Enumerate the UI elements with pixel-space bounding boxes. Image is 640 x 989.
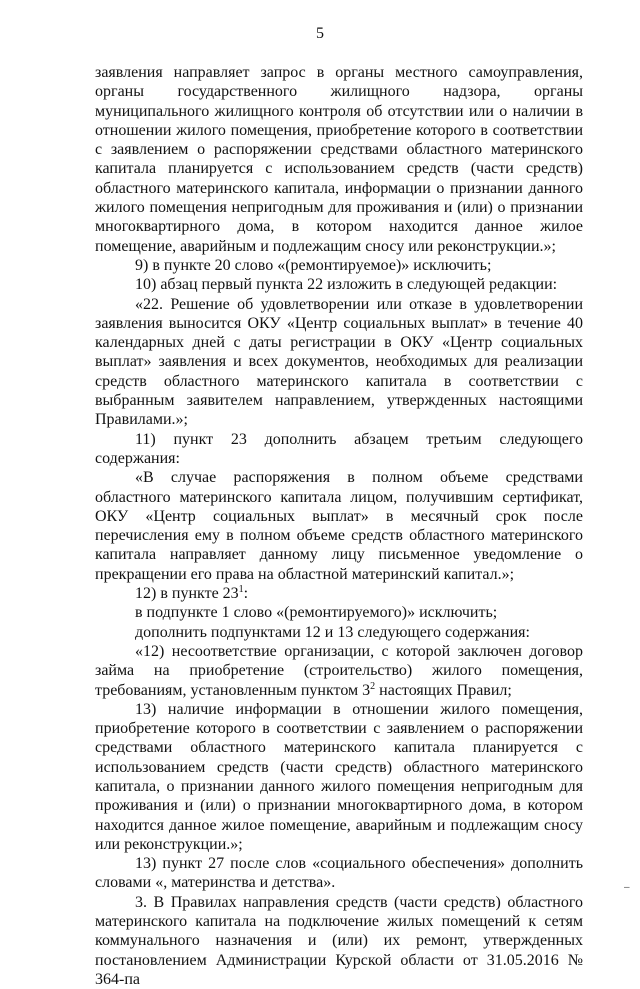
paragraph-item-13: 13) пункт 27 после слов «социального обеспечения» дополнить словами «, материнства и детства». (95, 855, 583, 892)
paragraph-item-10: 10) абзац первый пункта 22 изложить в следующей редакции: (135, 276, 558, 294)
item-12-tail: : (243, 585, 249, 603)
paragraph-item-9: 9) в пункте 20 слово «(ремонтируемое)» исключить; (135, 256, 492, 274)
paragraph-item-12 (95, 584, 583, 603)
paragraph-point-23-addition: «В случае распоряжения в полном объеме средствами областного материнского капитала лицом, получившим сертификат, ОКУ «Центр социальных выплат» в месячный срок после перечисления ему в полном объеме средств областного материнского капитала направляет данному лицу письменное уведомление о прекращении его права на областной материнский капитал.»; (95, 469, 583, 583)
paragraph-subpoint-13: 13) наличие информации в отношении жилого помещения, приобретение которого в соответствии с заявлением о распоряжении средствами областного материнского капитала планируется с использованием средств (части средств) областного материнского капитала, о признании данного жилого помещения непригодным для проживания и (или) о признании многоквартирного дома, в котором находится данное жилое помещение, аварийным и подлежащим сносу или реконструкции.»; (95, 700, 583, 853)
page-number: 5 (316, 25, 324, 42)
subpoint-12-text: «12) несоответствие организации, с которой заключен договор займа на приобретение (строительство) жилого помещения, требованиям, установленным пунктом 3 (95, 642, 583, 699)
paragraph-point-22: «22. Решение об удовлетворении или отказе в удовлетворении заявления выносится ОКУ «Центр социальных выплат» в течение 40 календарных дней с даты регистрации в ОКУ «Центр социальных выплат» заявления и всех документов, необходимых для реализации средств областного материнского капитала в соответствии с выбранным заявителем направлением, утвержденных настоящими Правилами.»; (95, 295, 583, 429)
subpoint-12-superscript: 2 (370, 680, 376, 692)
document-body (95, 63, 583, 989)
item-12-superscript: 1 (238, 584, 244, 596)
item-12-text: 12) в пункте 23 (135, 585, 239, 603)
scan-mark: – (624, 882, 630, 893)
paragraph-section-3: 3. В Правилах направления средств (части средств) областного материнского капитала на подключение жилых помещений к сетям коммунального назначения и (или) их ремонт, утвержденных постановлением Администрации Курской области от 31.05.2016 № 364-па (95, 893, 583, 988)
subpoint-12-tail: настоящих Правил; (375, 681, 512, 699)
paragraph-subpoint-12 (95, 642, 583, 700)
paragraph-item-11: 11) пункт 23 дополнить абзацем третьим следующего содержания: (95, 430, 583, 467)
paragraph-continuation: заявления направляет запрос в органы местного самоуправления, органы государственного жилищного надзора, органы муниципального жилищного контроля об отсутствии или о наличии в отношении жилого помещения, приобретение которого в соответствии с заявлением о распоряжении средствами областного материнского капитала планируется с использованием средств (части средств) областного материнского капитала, информации о признании данного жилого помещения непригодным для проживания и (или) о признании многоквартирного дома, в котором находится данное жилое помещение, аварийным и подлежащим сносу или реконструкции.»; (95, 64, 583, 255)
paragraph-subpoint-1: в подпункте 1 слово «(ремонтируемого)» исключить; (135, 604, 498, 622)
paragraph-add-subpoints: дополнить подпунктами 12 и 13 следующего содержания: (135, 623, 530, 641)
